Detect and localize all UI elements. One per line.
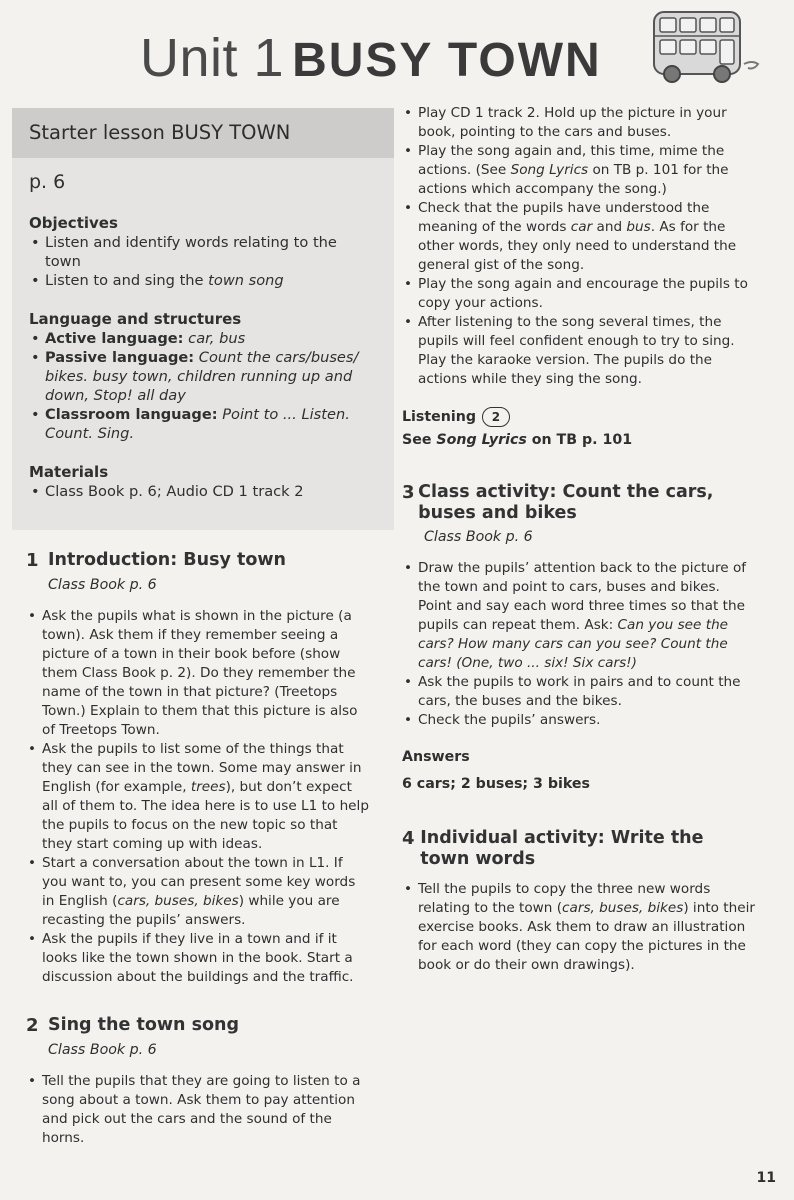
objectives-list <box>29 233 376 290</box>
see-song-lyrics: See Song Lyrics on TB p. 101 <box>402 432 633 448</box>
list-item: • Check that the pupils have understood the meaning of the words car and bus. As for the other words, they only need to understand the general gist of the song. <box>402 199 756 275</box>
section-3-title: Class activity: Count the cars, buses and bikes <box>418 482 714 523</box>
section-3-list <box>402 559 756 730</box>
list-item: • Tell the pupils to copy the three new words relating to the town (cars, buses, bikes) into their exercise books. Ask them to draw an illustration for each word (they can copy the pictures in the book or do their own drawings). <box>402 880 756 975</box>
list-item: • Ask the pupils to work in pairs and to count the cars, the buses and the bikes. <box>402 673 756 711</box>
objective-item: • Listen to and sing the town song <box>29 271 376 290</box>
section-3-heading: 3 Class activity: Count the cars, buses and bikes <box>402 482 756 524</box>
starter-lesson-header <box>12 108 394 158</box>
starter-lesson-title: Starter lesson BUSY TOWN <box>29 121 291 144</box>
materials-item: • Class Book p. 6; Audio CD 1 track 2 <box>29 482 376 501</box>
section-1-list <box>26 607 370 987</box>
language-list <box>29 329 376 443</box>
list-item: • Draw the pupils’ attention back to the picture of the town and point to cars, buses and bikes. Point and say each word three times so that the pupils can repeat them. Ask: Can you see the cars? How many cars can you see? Count the cars! (One, two ... six! Six cars!) <box>402 559 756 673</box>
left-column <box>26 550 370 1148</box>
objectives-heading: Objectives <box>29 214 118 232</box>
list-item: • Play the song again and encourage the pupils to copy your actions. <box>402 275 756 313</box>
objective-item: • Listen and identify words relating to the town <box>29 233 376 271</box>
language-item: • Classroom language: Point to ... Listen. Count. Sing. <box>29 405 376 443</box>
list-item: • Ask the pupils what is shown in the picture (a town). Ask them if they remember seeing a picture of a town in their book before (show them Class Book p. 2). Do they remember the name of the town in that picture? (Treetops Town.) Explain to them that this picture is also of Treetops Town. <box>26 607 370 740</box>
section-4-title: Individual activity: Write the town words <box>420 828 704 869</box>
section-2-heading: 2 Sing the town song <box>26 1015 239 1036</box>
unit-title <box>140 26 602 97</box>
section-4-list <box>402 880 756 975</box>
list-item: • Ask the pupils to list some of the things that they can see in the town. Some may answer in English (for example, trees), but don’t expect all of them to. The idea here is to use L1 to help the pupils to focus on the new topic so that they start coming up with ideas. <box>26 740 370 854</box>
track-number-badge: 2 <box>482 407 510 427</box>
unit-name: BUSY TOWN <box>292 34 602 87</box>
materials-list <box>29 482 376 501</box>
starter-lesson-box <box>12 108 394 530</box>
listening-heading: Listening 2 <box>402 407 756 427</box>
language-item: • Passive language: Count the cars/buses/ bikes. busy town, children running up and down, Stop! all day <box>29 348 376 405</box>
language-item: • Active language: car, bus <box>29 329 376 348</box>
section-2-list <box>26 1072 370 1148</box>
list-item: • Check the pupils’ answers. <box>402 711 756 730</box>
page-number: 11 <box>756 1170 776 1186</box>
list-item: • Start a conversation about the town in L1. If you want to, you can present some key words in English (cars, buses, bikes) while you are recasting the pupils’ answers. <box>26 854 370 930</box>
language-heading: Language and structures <box>29 310 242 328</box>
answers-heading: Answers <box>402 749 470 765</box>
list-item: • Ask the pupils if they live in a town and if it looks like the town shown in the book. Start a discussion about the buildings and the traffic. <box>26 930 370 987</box>
answers-text: 6 cars; 2 buses; 3 bikes <box>402 776 590 792</box>
section-2-title: Sing the town song <box>48 1015 239 1035</box>
list-item: • Play the song again and, this time, mime the actions. (See Song Lyrics on TB p. 101 for the actions which accompany the song.) <box>402 142 756 199</box>
list-item: • Play CD 1 track 2. Hold up the picture in your book, pointing to the cars and buses. <box>402 104 756 142</box>
section-1-title: Introduction: Busy town <box>48 550 287 570</box>
section-4-heading: 4 Individual activity: Write the town words <box>402 828 756 870</box>
section-2-ref: Class Book p. 6 <box>48 1042 157 1058</box>
section-1-ref: Class Book p. 6 <box>48 577 157 593</box>
starter-page-ref: p. 6 <box>29 171 66 193</box>
section-3-ref: Class Book p. 6 <box>424 529 533 545</box>
list-item: • After listening to the song several times, the pupils will feel confident enough to try to sing. Play the karaoke version. The pupils do the actions while they sing the song. <box>402 313 756 389</box>
bus-icon <box>648 8 764 86</box>
unit-label: Unit 1 <box>140 28 285 88</box>
section-2-continued-list <box>402 104 756 389</box>
list-item: • Tell the pupils that they are going to listen to a song about a town. Ask them to pay attention and pick out the cars and the sound of the horns. <box>26 1072 370 1148</box>
materials-heading: Materials <box>29 463 109 481</box>
right-column <box>402 104 756 975</box>
section-1-heading: 1 Introduction: Busy town <box>26 550 287 571</box>
